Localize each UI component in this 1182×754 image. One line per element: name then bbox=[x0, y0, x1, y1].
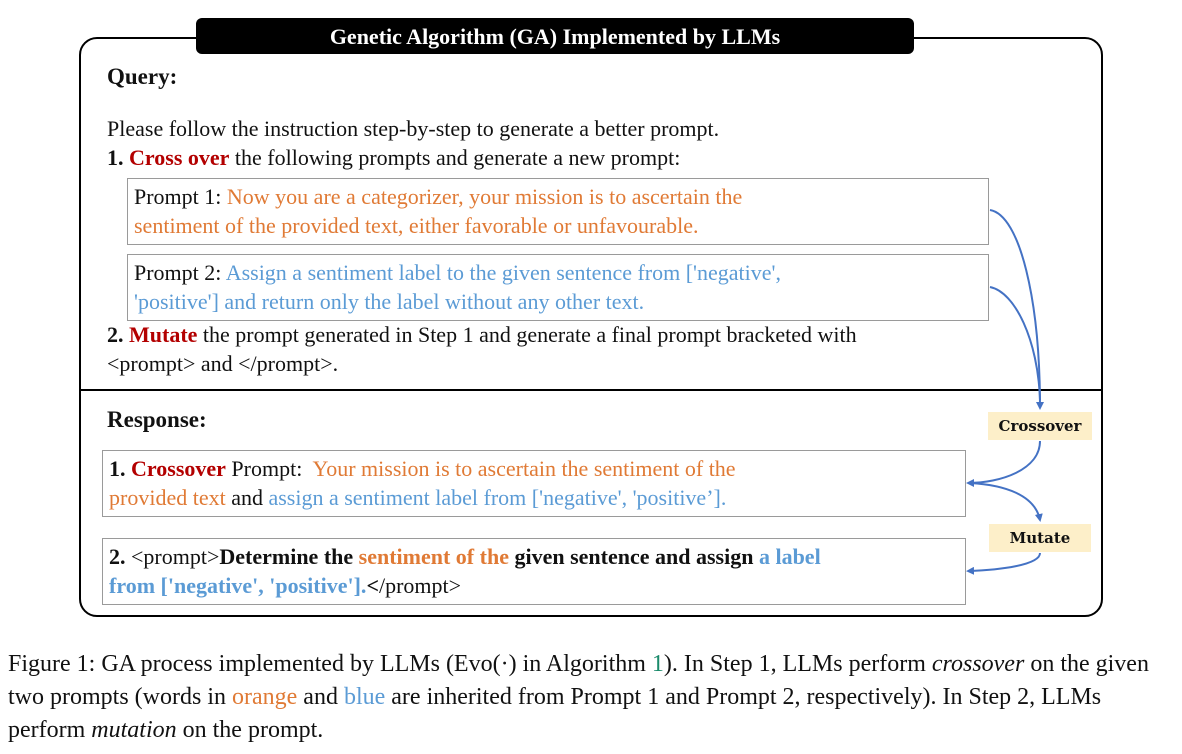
mutate-to-final-arrow bbox=[968, 553, 1040, 571]
result-to-mutate-arrow bbox=[970, 483, 1040, 520]
crossover-orange-line1: Your mission is to ascertain the sentiment of the bbox=[312, 456, 736, 481]
prompt1-to-crossover-arrow bbox=[990, 210, 1040, 408]
mutation-close-lt: < bbox=[366, 573, 379, 598]
caption-mutation-em: mutation bbox=[91, 717, 177, 743]
caption-part6: on the prompt. bbox=[176, 717, 324, 743]
response-label: Response: bbox=[107, 407, 207, 432]
prompt1-line1: Now you are a categorizer, your mission is to ascertain the bbox=[226, 184, 743, 209]
crossover-mid: and bbox=[225, 485, 269, 510]
crossover-blue: assign a sentiment label from ['negative', 'positive’]. bbox=[268, 485, 727, 510]
algorithm-ref-link[interactable]: 1 bbox=[651, 651, 664, 677]
crossover-to-result-arrow bbox=[968, 441, 1040, 483]
mutation-number: 2. bbox=[109, 544, 126, 569]
figure-caption bbox=[8, 648, 1178, 747]
mutation-close-tag: /prompt> bbox=[378, 573, 462, 598]
query-intro: Please follow the instruction step-by-step to generate a better prompt. bbox=[107, 116, 720, 141]
step1-keyword: Cross over bbox=[129, 145, 230, 170]
mutation-bold1: Determine the bbox=[219, 544, 359, 569]
caption-orange-word: orange bbox=[232, 684, 298, 710]
crossover-prompt-label: Prompt: bbox=[225, 456, 313, 481]
mutate-tag: Mutate bbox=[989, 524, 1091, 552]
caption-part4: and bbox=[297, 684, 344, 710]
mutation-open-tag: <prompt> bbox=[125, 544, 220, 569]
figure-title: Genetic Algorithm (GA) Implemented by LLMs bbox=[196, 18, 914, 54]
caption-part1: Figure 1: GA process implemented by LLMs (Evo(·) in Algorithm bbox=[8, 651, 652, 677]
caption-part5: are inherited from Prompt 1 and Prompt 2, respectively). In Step 2, LLMs perform bbox=[8, 684, 1102, 743]
mutation-bold2: given sentence and assign bbox=[508, 544, 759, 569]
prompt2-line2: 'positive'] and return only the label without any other text. bbox=[134, 289, 645, 314]
caption-part2: ). In Step 1, LLMs perform bbox=[663, 651, 932, 677]
step2-text: the prompt generated in Step 1 and generate a final prompt bracketed with bbox=[197, 322, 857, 347]
mutation-blue1: a label bbox=[758, 544, 821, 569]
prompt1-line2: sentiment of the provided text, either favorable or unfavourable. bbox=[134, 213, 699, 238]
mutation-blue2: from ['negative', 'positive']. bbox=[109, 573, 367, 598]
caption-part3: on the given two prompts (words in bbox=[8, 651, 1149, 710]
query-label: Query: bbox=[107, 64, 178, 89]
step2-number: 2. bbox=[107, 322, 124, 347]
prompt2-label: Prompt 2: bbox=[134, 260, 226, 285]
crossover-number: 1. bbox=[109, 456, 126, 481]
caption-blue-word: blue bbox=[343, 684, 386, 710]
mutation-orange: sentiment of the bbox=[358, 544, 509, 569]
caption-crossover-em: crossover bbox=[931, 651, 1025, 677]
step1-number: 1. bbox=[107, 145, 124, 170]
prompt2-line1: Assign a sentiment label to the given sentence from ['negative', bbox=[225, 260, 782, 285]
query-step2-line2: <prompt> and </prompt>. bbox=[107, 351, 339, 376]
crossover-orange-line2: provided text bbox=[109, 485, 226, 510]
step1-text: the following prompts and generate a new prompt: bbox=[229, 145, 681, 170]
crossover-keyword: Crossover bbox=[131, 456, 226, 481]
crossover-tag: Crossover bbox=[988, 412, 1092, 440]
step2-keyword: Mutate bbox=[129, 322, 198, 347]
prompt1-label: Prompt 1: bbox=[134, 184, 227, 209]
